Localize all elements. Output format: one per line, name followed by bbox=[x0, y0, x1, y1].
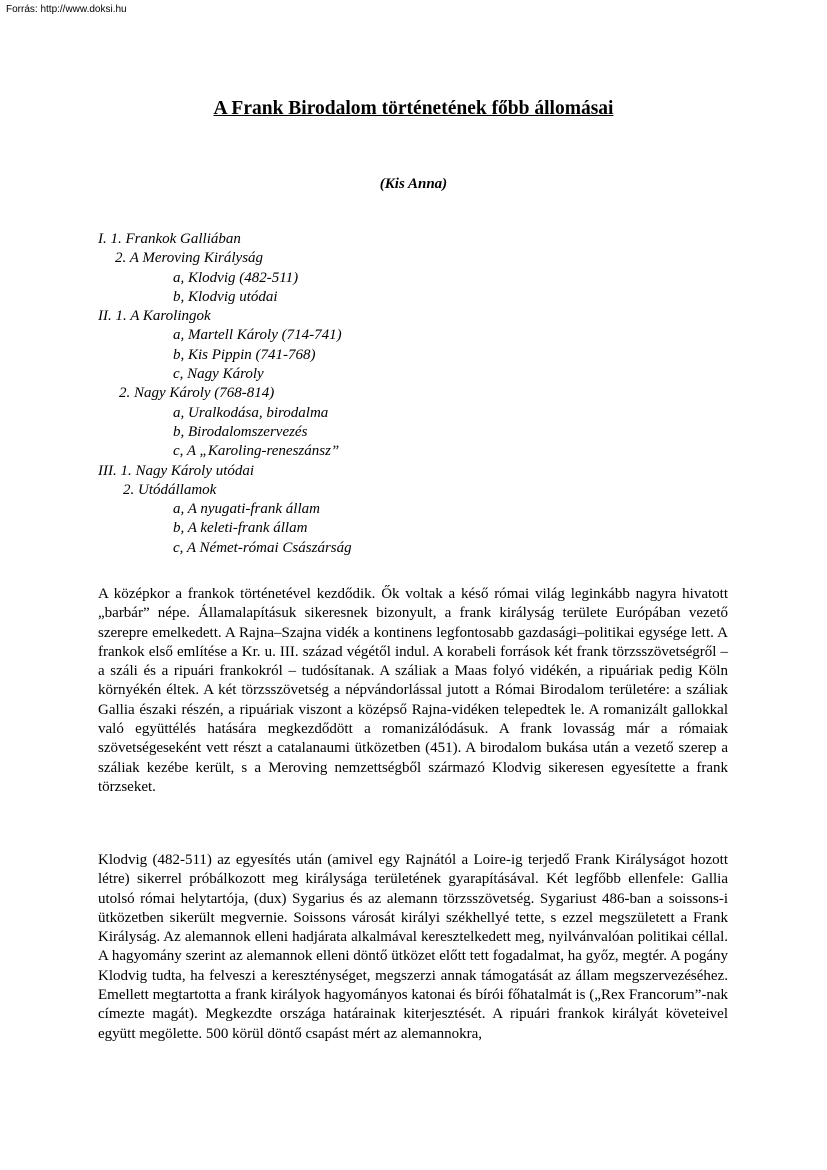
toc-item: 2. Nagy Károly (768-814) bbox=[119, 385, 275, 402]
body-paragraph-1: A középkor a frankok történetével kezdődik. Ők voltak a késő római világ leginkább nagyra hivatott „barbár” népe. Államalapításuk sikeresnek bizonyult, a frank királyság területe Európában vezető szerepre emelkedett. A Rajna–Szajna vidék a kontinens legfontosabb gazdasági–politikai egysége lett. A frankok első említése a Kr. u. III. század végétől indul. A korabeli források két frank törzsszövetségről – a száli és a ripuári frankokról – tudósítanak. A száliak a Maas folyó vidékén, a ripuáriak pedig Köln környékén éltek. A két törzsszövetség a népvándorlással jutott a Római Birodalom területére: a száliak Gallia északi részén, a ripuáriak viszont a középső Rajna-vidéken telepedtek le. A romanizált gallokkal való együttélés hatására megkezdődött a romanizálódásuk. A frank lovasság már a rómaiak szövetségeseként vett részt a catalanaumi ütközetben (451). A birodalom bukása után a vezető szerep a száliak kezébe került, s a Meroving nemzettségből származó Klodvig sikeresen egyesítette a frank törzseket. bbox=[98, 586, 728, 795]
toc-item: c, A „Karoling-reneszánsz” bbox=[173, 443, 340, 460]
toc-item: a, Martell Károly (714-741) bbox=[173, 327, 342, 344]
source-note: Forrás: http://www.doksi.hu bbox=[6, 4, 127, 15]
toc-item: b, Klodvig utódai bbox=[173, 288, 278, 305]
toc-item: b, Birodalomszervezés bbox=[173, 423, 308, 440]
toc-item: 2. A Meroving Királyság bbox=[115, 250, 264, 267]
toc-item: 2. Utódállamok bbox=[123, 481, 217, 498]
toc-item: b, Kis Pippin (741-768) bbox=[173, 346, 316, 363]
toc-item: b, A keleti-frank állam bbox=[173, 520, 308, 537]
toc-item: a, A nyugati-frank állam bbox=[173, 501, 320, 518]
toc-item: c, A Német-római Császárság bbox=[173, 539, 352, 556]
page-title: A Frank Birodalom történetének főbb állomásai bbox=[213, 98, 614, 119]
toc-item: II. 1. A Karolingok bbox=[98, 308, 211, 325]
toc-item: III. 1. Nagy Károly utódai bbox=[98, 462, 255, 479]
toc-item: a, Klodvig (482-511) bbox=[173, 269, 299, 286]
toc-item: c, Nagy Károly bbox=[173, 366, 264, 383]
toc-item: a, Uralkodása, birodalma bbox=[173, 404, 329, 421]
author-name: (Kis Anna) bbox=[379, 176, 448, 192]
table-of-contents bbox=[98, 230, 698, 558]
body-paragraph-2: Klodvig (482-511) az egyesítés után (amivel egy Rajnától a Loire-ig terjedő Frank Királyságot hozott létre) sikerrel próbálkozott meg királysága területének gyarapításával. Két legfőbb ellenfele: Gallia utolsó római helytartója, (dux) Sygarius és az alemann törzsszövetség. Sygariust 486-ban a soissons-i ütközetben sikerült megvernie. Soissons városát királyi székhellyé tette, s ezzel megszületett a Frank Királyság. Az alemannok elleni hadjárata alkalmával keresztelkedett meg, nyilvánvalóan politikai céllal. A hagyomány szerint az alemannok elleni döntő ütközet előtt tett fogadalmat, ha győz, megtér. A pogány Klodvig tudta, ha felveszi a kereszténységet, megszerzi annak támogatását az állam megszervezéséhez. Emellett megtartotta a frank királyok hagyományos katonai és bírói főhatalmát is („Rex Francorum”-nak címezte magát). Megkezdte országa határainak kiterjesztését. A ripuári frankok királyát követeivel együtt megölette. 500 körül döntő csapást mért az alemannokra, bbox=[98, 852, 728, 1042]
toc-item: I. 1. Frankok Galliában bbox=[98, 231, 241, 247]
